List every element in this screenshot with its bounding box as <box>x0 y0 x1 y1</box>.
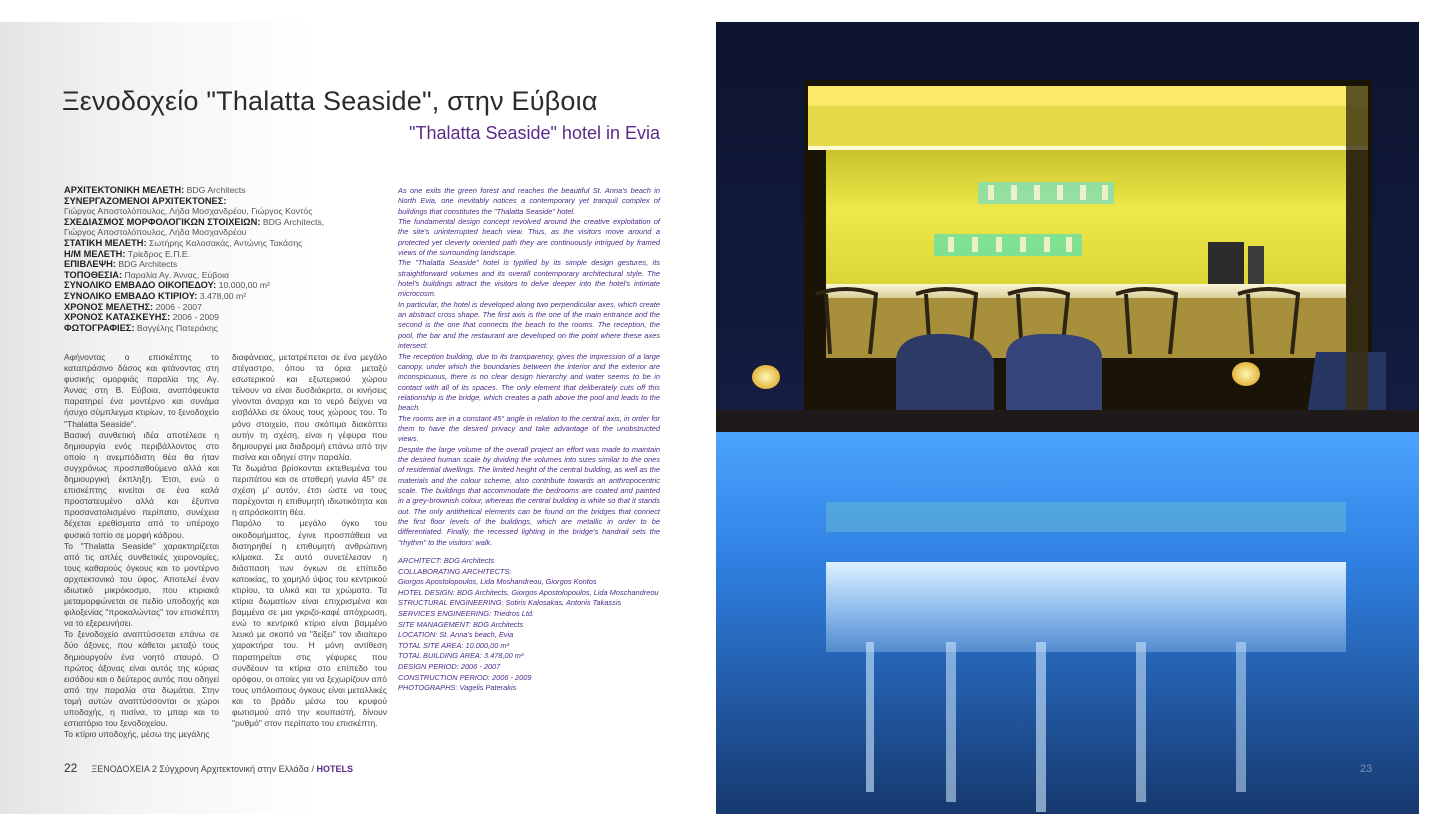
english-credit-line: CONSTRUCTION PERIOD: 2006 - 2009 <box>398 672 532 682</box>
credits-english <box>398 556 678 694</box>
credit-label: ΣΤΑΤΙΚΗ ΜΕΛΕΤΗ: <box>64 237 147 248</box>
credit-value: 10.000,00 m² <box>216 280 270 291</box>
english-credit-line: LOCATION: St. Anna's beach, Evia <box>398 630 514 640</box>
english-credit-line: COLLABORATING ARCHITECTS: <box>398 566 512 576</box>
page-title-english: "Thalatta Seaside" hotel in Evia <box>409 123 660 143</box>
credit-row <box>64 206 364 217</box>
credit-value: Τρίεδρος Ε.Π.Ε. <box>125 248 191 259</box>
english-paragraph: As one exits the green forest and reaches the beautiful St. Anna's beach in North Evia, one inevitably notices a contemporary yet tranquil complex of buildings that constitutes the "Thalatta Seaside" hotel. <box>398 186 660 216</box>
english-text-column <box>398 186 660 548</box>
credit-row <box>64 302 364 313</box>
credit-row <box>64 249 364 260</box>
english-paragraph: The fundamental design concept revolved around the creative exploitation of the site's uninterrupted beach view. Thus, as the visitors move around a protected yet cleverly oriented path they are continuously intrigued by framed views of the surrounding landscape. <box>398 217 660 258</box>
credit-row <box>64 259 364 270</box>
english-credit-line: DESIGN PERIOD: 2006 - 2007 <box>398 661 501 671</box>
credit-label: ΧΡΟΝΟΣ ΜΕΛΕΤΗΣ: <box>64 301 154 312</box>
english-credit-line: Giorgos Apostolopoulos, Lida Moshandreou, Giorgos Kontos <box>398 577 597 587</box>
credit-value: Γιώργος Αποστολόπουλος, Λήδα Μοσχανδρέου, Γιώργος Κοντός <box>64 206 313 217</box>
credit-label: ΤΟΠΟΘΕΣΙΑ: <box>64 269 123 280</box>
credit-value: Γιώργος Αποστολόπουλος, Λήδα Μοσχανδρέου <box>64 227 247 238</box>
english-paragraph: The reception building, due to its transparency, gives the impression of a large canopy, under which the boundaries between the interior and the exterior are inconspicuous, there is no clear design hierarchy and water seems to be in contact with all of its spaces. The only element that deliberately cuts off this relationship is the bridge, which creates a path above the pool and leads to the beach. <box>398 351 660 413</box>
credit-label: ΧΡΟΝΟΣ ΚΑΤΑΣΚΕΥΗΣ: <box>64 312 171 323</box>
english-paragraph: The "Thalatta Seaside" hotel is typified by its simple design gestures, its straightforward volumes and its overall contemporary architectural style. The hotel's buildings attract the visitors to delve deeper into the hotel's intimate microcosm. <box>398 258 660 299</box>
credit-row <box>64 185 364 196</box>
credit-row <box>64 323 364 334</box>
credit-value: 3.478,00 m² <box>197 290 247 301</box>
body-paragraph: Τα δωμάτια βρίσκονται εκτεθειμένα του περιπάτου και σε σταθερή γωνία 45° σε σχέση μ' αυτόν, έτσι ώστε να τους παρέχονται η επιθυμητή ιδιωτικότητα και η απρόσκοπτη θέα. <box>232 462 387 518</box>
body-paragraph: διαφάνειας, μετατρέπεται σε ένα μεγάλο στέγαστρο, όπου τα όρια μεταξύ εσωτερικού και εξωτερικού χώρου τείνουν να είναι δυσδιάκριτα, οι κινήσεις γίνονται άναρχα και το νερό δείχνει να εισβάλλει σε όλους τους χώρους του. Το μόνο στοιχείο, που σκόπιμα διακόπτει αυτήν τη σχέση, είναι η γέφυρα που δημιουργεί μια διαδρομή επάνω από την πισίνα και οδηγεί στην παραλία. <box>232 352 387 462</box>
credit-label: ΣΧΕΔΙΑΣΜΟΣ ΜΟΡΦΟΛΟΓΙΚΩΝ ΣΤΟΙΧΕΙΩΝ: <box>64 216 261 227</box>
credit-row <box>64 196 364 207</box>
body-paragraph: Βασική συνθετική ιδέα αποτέλεσε η δημιουργία ενός περιβάλλοντος στο οποίο η ανεμπόδιστη θέα θα ήταν συγχρόνως προσπαθούμενο αλλά και δημιουργική έκπληξη. Έτσι, ενώ ο επισκέπτης κινείται σε ένα καλά προστατευμένο αλλά και έξυπνα προσανατολισμένο περίπατο, συνέχεια δέχεται ερεθίσματα από το υπέροχο φυσικό τοπίο σε μορφή κάδρου. <box>64 429 219 540</box>
english-paragraph: Despite the large volume of the overall project an effort was made to maintain the desired human scale by dividing the volumes into sizes similar to the ones of residential dwellings. The limited height of the central building, as well as the materials and the colour scheme, also contribute towards an anthropocentric scale. The buildings that accommodate the bedrooms are coated and painted in a grey-brownish colour, whereas the central building is white so that it stands out. The only antithetical elements can be found on the bridges that connect the first floor levels of the buildings, which are metallic in order to be differentiated. Finally, the recessed lighting in the bridge's handrail sets the "rhythm" to the visitors' walk. <box>398 444 660 547</box>
credit-label: ΣΥΝΟΛΙΚΟ ΕΜΒΑΔΟ ΚΤΙΡΙΟΥ: <box>64 290 198 301</box>
page-number-right: 23 <box>1360 763 1373 775</box>
credit-value: Σωτήρης Καλοσακάς, Αντώνης Τακάσης <box>146 237 303 248</box>
english-credit-line: HOTEL DESIGN: BDG Architects, Giorgos Apostolopoulos, Lida Moschandreou <box>398 587 659 597</box>
credit-value: BDG Architects <box>184 185 246 195</box>
credit-label: Η/Μ ΜΕΛΕΤΗ: <box>64 248 126 259</box>
credit-label: ΣΥΝΕΡΓΑΖΟΜΕΝΟΙ ΑΡΧΙΤΕΚΤΟΝΕΣ: <box>64 195 227 206</box>
page-gutter <box>700 0 716 836</box>
credit-row <box>64 227 364 238</box>
english-credit-line: TOTAL BUILDING AREA: 3.478,00 m² <box>398 651 524 661</box>
english-credit-line: STRUCTURAL ENGINEERING: Sotiris Kalosakas, Antonis Takassis <box>398 598 622 608</box>
footer-tag: HOTELS <box>316 764 353 774</box>
english-credit-line: SERVICES ENGINEERING: Triedros Ltd. <box>398 608 535 618</box>
credit-label: ΑΡΧΙΤΕΚΤΟΝΙΚΗ ΜΕΛΕΤΗ: <box>64 185 185 195</box>
credit-value: 2006 - 2009 <box>170 312 219 323</box>
english-credit-line: TOTAL SITE AREA: 10.000,00 m² <box>398 640 510 650</box>
page-title-greek: Ξενοδοχείο "Thalatta Seaside", στην Εύβοια <box>62 86 598 116</box>
english-credit-line: SITE MANAGEMENT: BDG Architects <box>398 619 524 629</box>
english-credit-line: PHOTOGRAPHS: Vagelis Paterakis <box>398 683 517 693</box>
english-credit-line: ARCHITECT: BDG Architects <box>398 556 495 565</box>
credit-value: BDG Architects, <box>260 216 325 227</box>
body-paragraph: Το κτίριο υποδοχής, μέσω της μεγάλης <box>64 729 210 740</box>
credit-row <box>64 270 364 281</box>
photo-illustration <box>716 22 1419 814</box>
greek-text-column-1 <box>64 352 219 740</box>
credit-value: Βαγγέλης Πατεράκης <box>134 322 218 333</box>
greek-text-column-2 <box>232 352 387 729</box>
credit-label: ΕΠΙΒΛΕΨΗ: <box>64 259 116 270</box>
credit-value: Παραλία Αγ. Άννας, Εύβοια <box>122 269 230 280</box>
credit-label: ΣΥΝΟΛΙΚΟ ΕΜΒΑΔΟ ΟΙΚΟΠΕΔΟΥ: <box>64 280 217 291</box>
credit-row <box>64 238 364 249</box>
credit-value: 2006 - 2007 <box>153 301 202 312</box>
english-paragraph: In particular, the hotel is developed along two perpendicular axes, which create an abstract cross shape. The first axis is the one of the main entrance and the second is the one that connects the beach to the rooms. The reception, the pool, the bar and the restaurant are developed on the point where these axes intersect. <box>398 299 660 351</box>
body-paragraph: Το ξενοδοχείο αναπτύσσεται επάνω σε δύο άξονες, που κάθετοι μεταξύ τους δημιουργούν ένα νοητό σταυρό. Ο πρώτος άξονας είναι αυτός της κύριας εισόδου και ο δεύτερος αυτός που οδηγεί από την παραλία στα δωμάτια. Στην τομή αυτών αναπτύσσονται οι χώροι υποδοχής, η πισίνα, το μπαρ και το εστιατόριο του ξενοδοχείου. <box>64 629 219 729</box>
page-number-left: 22 <box>64 761 78 775</box>
footer-left <box>64 761 353 775</box>
body-paragraph: Το "Thalatta Seaside" χαρακτηρίζεται από τις απλές συνθετικές χειρονομίες, τους καθαρούς όγκους και το μοντέρνο αρχιτεκτονικό του ύφος. Αποτελεί έναν ιδιωτικό μικρόκοσμο, που κτιριακά μεταμορφώνεται σε πεδίο υποδοχής και φιλοξενίας "προκαλώντας" τον επισκέπτη να το εξερευνήσει. <box>64 540 219 629</box>
body-paragraph: Αφήνοντας ο επισκέπτης το καταπράσινο δάσος και φτάνοντας στη φυσικής ομορφιάς παραλία της Αγ. Άννας στη Β. Εύβοια, αναπόφευκτα παρατηρεί ένα μοντέρνο και συνάμα ήσυχο σύμπλεγμα κτιρίων, το ξενοδοχείο "Thalatta Seaside". <box>64 352 219 429</box>
credit-value: BDG Architects <box>115 259 178 270</box>
credit-row <box>64 312 364 323</box>
footer-text: ΞΕΝΟΔΟΧΕΙΑ 2 Σύγχρονη Αρχιτεκτονική στην Ελλάδα / <box>91 764 317 774</box>
credits-greek <box>64 185 364 333</box>
left-page <box>0 22 700 814</box>
credit-row <box>64 291 364 302</box>
body-paragraph: Παρόλο το μεγάλο όγκο του οικοδομήματος, έγινε προσπάθεια να διατηρηθεί η επιθυμητή ανθρώπινη κλίμακα. Σε αυτό συνετέλεσαν η διάσπαση των όγκων σε επίπεδο κατοικίας, το χαμηλό ύψος του κεντρικού κτιρίου, τα υλικά και τα χρώματα. Τα κτίρια δωματίων είναι επιχρισμένα και βαμμένα σε μια γκριζο-καφέ απόχρωση, ενώ το κεντρικό κτίριο είναι βαμμένο λευκό με σκοπό να "δείξει" τον ιδιαίτερο χαρακτήρα του. Η μόνη αντίθεση παρατηρείται στις γέφυρες που συνδέουν τα κτίρια στο επίπεδο του ορόφου, οι οποίες για να ξεχωρίζουν από τους υπόλοιπους όγκους είναι μεταλλικές και το βράδυ μέσω του κρυφού φωτισμού από την κουπαστή, δίνουν "ρυθμό" στον περίπατο του επισκέπτη. <box>232 518 387 729</box>
credit-row <box>64 280 364 291</box>
credit-row <box>64 217 364 228</box>
credit-label: ΦΩΤΟΓΡΑΦΙΕΣ: <box>64 322 135 333</box>
english-paragraph: The rooms are in a constant 45° angle in relation to the central axis, in order for them to have the desired privacy and take advantage of the unobstructed views. <box>398 413 660 444</box>
hotel-bar-pool-night-photo <box>716 22 1419 814</box>
